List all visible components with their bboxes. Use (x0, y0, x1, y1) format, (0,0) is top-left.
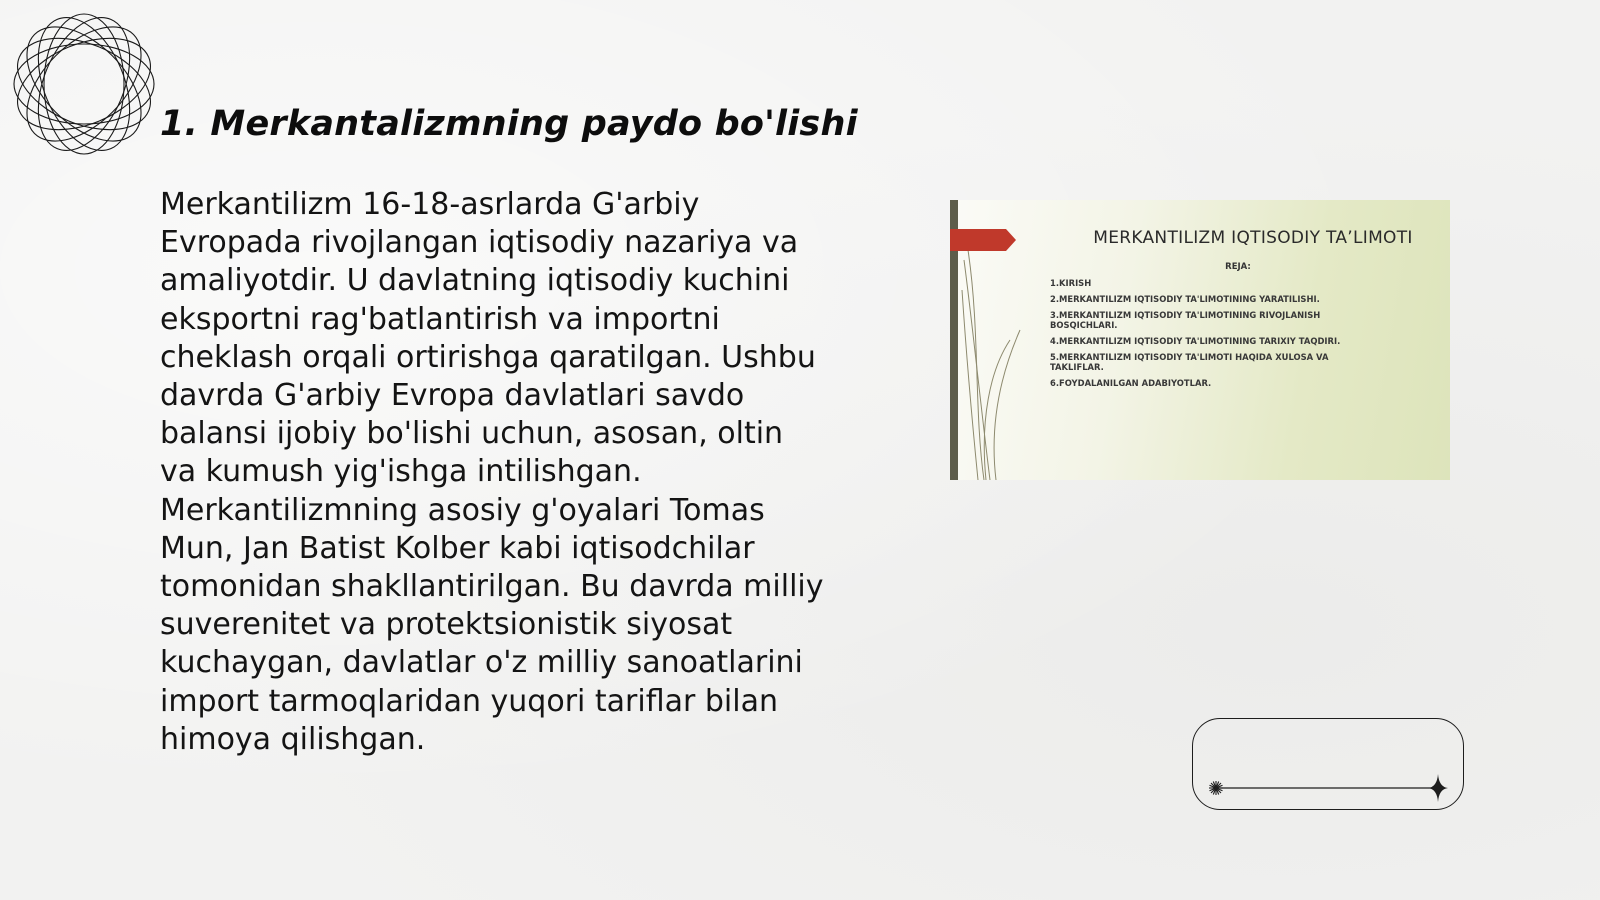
slide-body-text: Merkantilizm 16-18-asrlarda G'arbiy Evropada rivojlangan iqtisodiy nazariya va amaliyotdir. U davlatning iqtisodiy kuchini eksportni rag'batlantirish va importni cheklash orqali ortirishga qaratilgan. Ushbu davrda G'arbiy Evropa davlatlari savdo balansi ijobiy bo'lishi uchun, asosan, oltin va kumush yig'ishga intilishgan. Merkantilizmning asosiy g'oyalari Tomas Mun, Jan Batist Kolber kabi iqtisodchilar tomonidan shakllantirilgan. Bu davrda milliy suverenitet va protektsionistik siyosat kuchaygan, davlatlar o'z milliy sanoatlarini import tarmoqlaridan yuqori tariflar bilan himoya qilishgan. (160, 187, 824, 757)
starburst-icon (1209, 781, 1223, 795)
slide-title: 1. Merkantalizmning paydo bo'lishi (160, 104, 858, 144)
spirograph-ornament-icon (10, 10, 158, 158)
outline-item: 2.MERKANTILIZM IQTISODIY TA'LIMOTINING YARATILISHI. (1050, 294, 1320, 304)
sparkle-icon (1428, 774, 1448, 802)
outline-item: 1.KIRISH (1050, 278, 1092, 288)
red-arrow-flag-icon (950, 229, 1016, 251)
thumbnail-subtitle: REJA: (1225, 262, 1251, 272)
outline-item: 4.MERKANTILIZM IQTISODIY TA'LIMOTINING TARIXIY TAQDIRI. (1050, 336, 1341, 346)
outline-item: 3.MERKANTILIZM IQTISODIY TA'LIMOTINING RIVOJLANISH BOSQICHLARI. (1050, 310, 1321, 330)
decorative-line (1200, 770, 1456, 806)
thumbnail-title: MERKANTILIZM IQTISODIY TA’LIMOTI (1093, 228, 1413, 248)
slide-thumbnail-image (950, 200, 1450, 480)
outline-item: 5.MERKANTILIZM IQTISODIY TA'LIMOTI HAQIDA XULOSA VA TAKLIFLAR. (1050, 352, 1329, 372)
outline-item: 6.FOYDALANILGAN ADABIYOTLAR. (1050, 378, 1212, 388)
thumbnail-outline-list (1050, 278, 1380, 394)
